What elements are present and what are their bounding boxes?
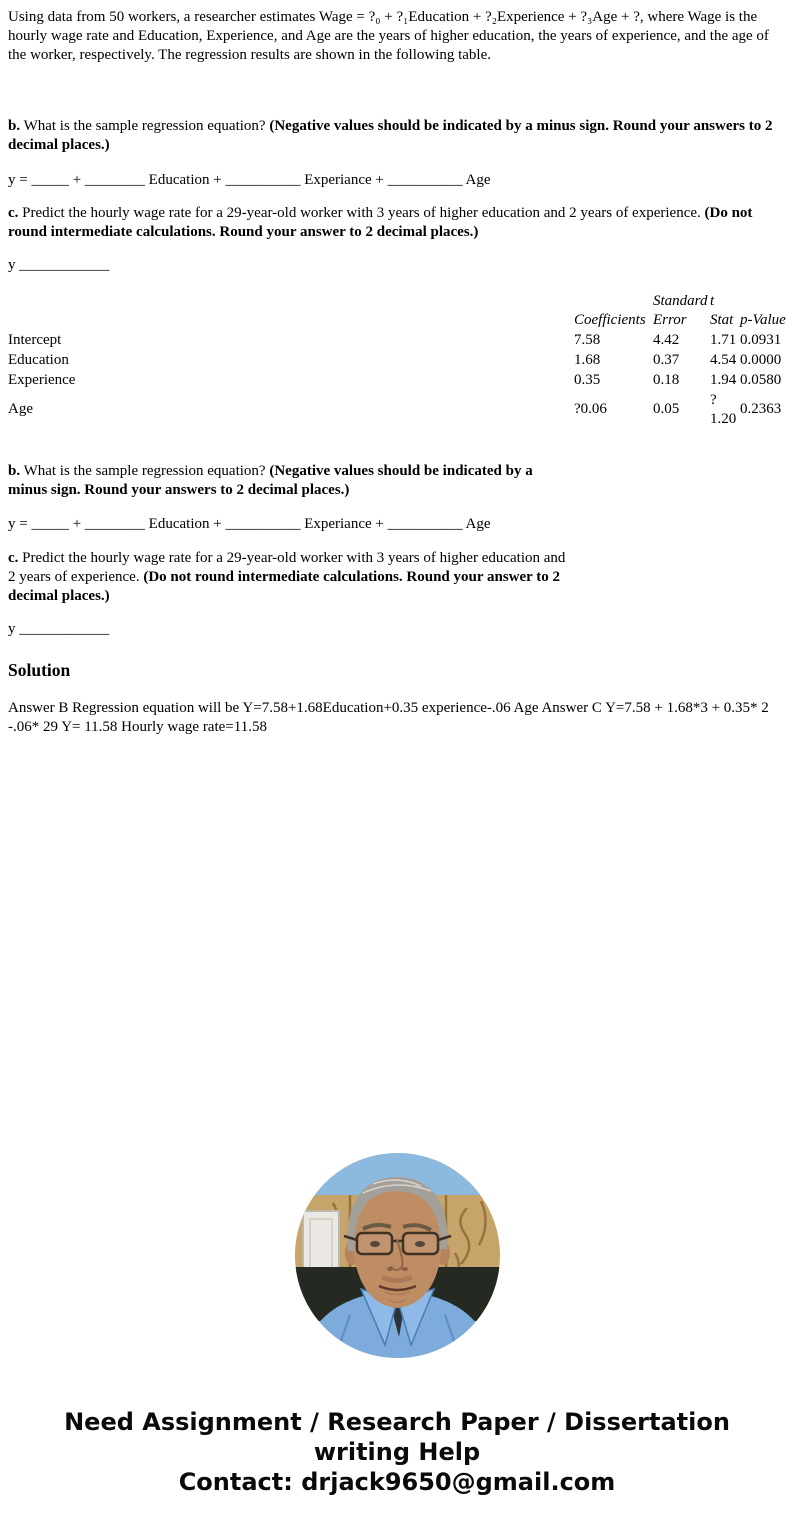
coefficient-value: 7.58: [574, 331, 601, 348]
solution-paragraph: Answer B Regression equation will be Y=7.58+1.68Education+0.35 experience-.06 Age Answer C Y=7.58 + 1.68*3 + 0.35* 2 -.06* 29 Y= 11.58 Hourly wage rate=11.58: [8, 700, 769, 735]
standard-error-value: 4.42: [653, 331, 680, 348]
question-c-text: Predict the hourly wage rate for a 29-year-old worker with 3 years of higher education and 2 years of experience.: [8, 550, 566, 585]
header-p-value: p-Value: [740, 311, 786, 328]
p-value: 0.0931: [740, 331, 782, 348]
p-value: 0.0000: [740, 351, 782, 368]
question-c-text: Predict the hourly wage rate for a 29-year-old worker with 3 years of higher education and 2 years of experience.: [18, 205, 705, 221]
table-row-age: [8, 390, 786, 429]
t-stat-value: 1.94: [710, 371, 737, 388]
row-label: Intercept: [8, 331, 62, 348]
coefficient-value: 0.35: [574, 371, 601, 388]
regression-results-table: [8, 291, 786, 429]
help-banner: [8, 1407, 786, 1497]
coefficient-value: 1.68: [574, 351, 601, 368]
question-b-block-1: [8, 117, 786, 155]
p-value: 0.2363: [740, 401, 782, 417]
intro-paragraph: Using data from 50 workers, a researcher estimates Wage = ?₀ + ?₁Education + ?₂Experience + ?₃Age + ?, where Wage is the hourly wage rate and Education, Experience, and Age are the years of higher education, the years of experience, and the age of the worker, respectively. The regression results are shown in the following table.: [8, 9, 769, 63]
answer-blank-line-1: y ____________: [8, 257, 110, 273]
t-stat-value: ? 1.20: [710, 391, 737, 427]
coefficient-value: ?0.06: [574, 401, 607, 417]
header-standard-error: Standard Error: [653, 292, 708, 328]
question-b-text: What is the sample regression equation?: [20, 118, 270, 134]
header-coefficients: Coefficients: [574, 311, 646, 328]
question-c-label: c.: [8, 550, 19, 566]
header-empty: [8, 291, 574, 330]
question-c-block-1: [8, 204, 786, 242]
question-b-note: (Negative values should be indicated by a minus sign. Round your answers to 2 decimal places.): [8, 463, 533, 498]
banner-line-1: Need Assignment / Research Paper / Dissertation: [64, 1408, 730, 1436]
table-row-intercept: [8, 330, 786, 350]
standard-error-value: 0.37: [653, 351, 680, 368]
solution-heading: Solution: [8, 660, 71, 680]
row-label: Age: [8, 401, 33, 417]
question-c-note: (Do not round intermediate calculations. Round your answer to 2 decimal places.): [8, 569, 561, 604]
banner-contact-line: Contact: drjack9650@gmail.com: [178, 1468, 616, 1496]
p-value: 0.0580: [740, 371, 782, 388]
question-b-text: What is the sample regression equation?: [20, 463, 270, 479]
table-header-row: [8, 291, 786, 330]
question-b-label: b.: [8, 118, 21, 134]
row-label: Experience: [8, 371, 76, 388]
question-c-note: (Do not round intermediate calculations. Round your answer to 2 decimal places.): [8, 205, 753, 240]
answer-blank-line-2: y ____________: [8, 621, 110, 637]
equation-blank-line-2: y = _____ + ________ Education + __________ Experiance + __________ Age: [8, 516, 491, 532]
question-b-block-2: [8, 462, 573, 500]
header-t-stat: t Stat: [710, 292, 734, 328]
standard-error-value: 0.18: [653, 371, 680, 388]
table-row-experience: [8, 370, 786, 390]
equation-blank-line-1: y = _____ + ________ Education + __________ Experiance + __________ Age: [8, 172, 491, 188]
question-repeat-section: [8, 462, 573, 639]
tutor-photo-container: [8, 1153, 786, 1358]
table-row-education: [8, 350, 786, 370]
tutor-photo: [295, 1153, 500, 1358]
banner-line-2: writing Help: [313, 1438, 481, 1466]
standard-error-value: 0.05: [653, 401, 680, 417]
question-c-label: c.: [8, 205, 19, 221]
row-label: Education: [8, 351, 69, 368]
question-c-block-2: [8, 549, 573, 606]
question-b-label: b.: [8, 463, 21, 479]
t-stat-value: 1.71: [710, 331, 737, 348]
question-b-note: (Negative values should be indicated by a minus sign. Round your answers to 2 decimal places.): [8, 118, 773, 153]
t-stat-value: 4.54: [710, 351, 737, 368]
